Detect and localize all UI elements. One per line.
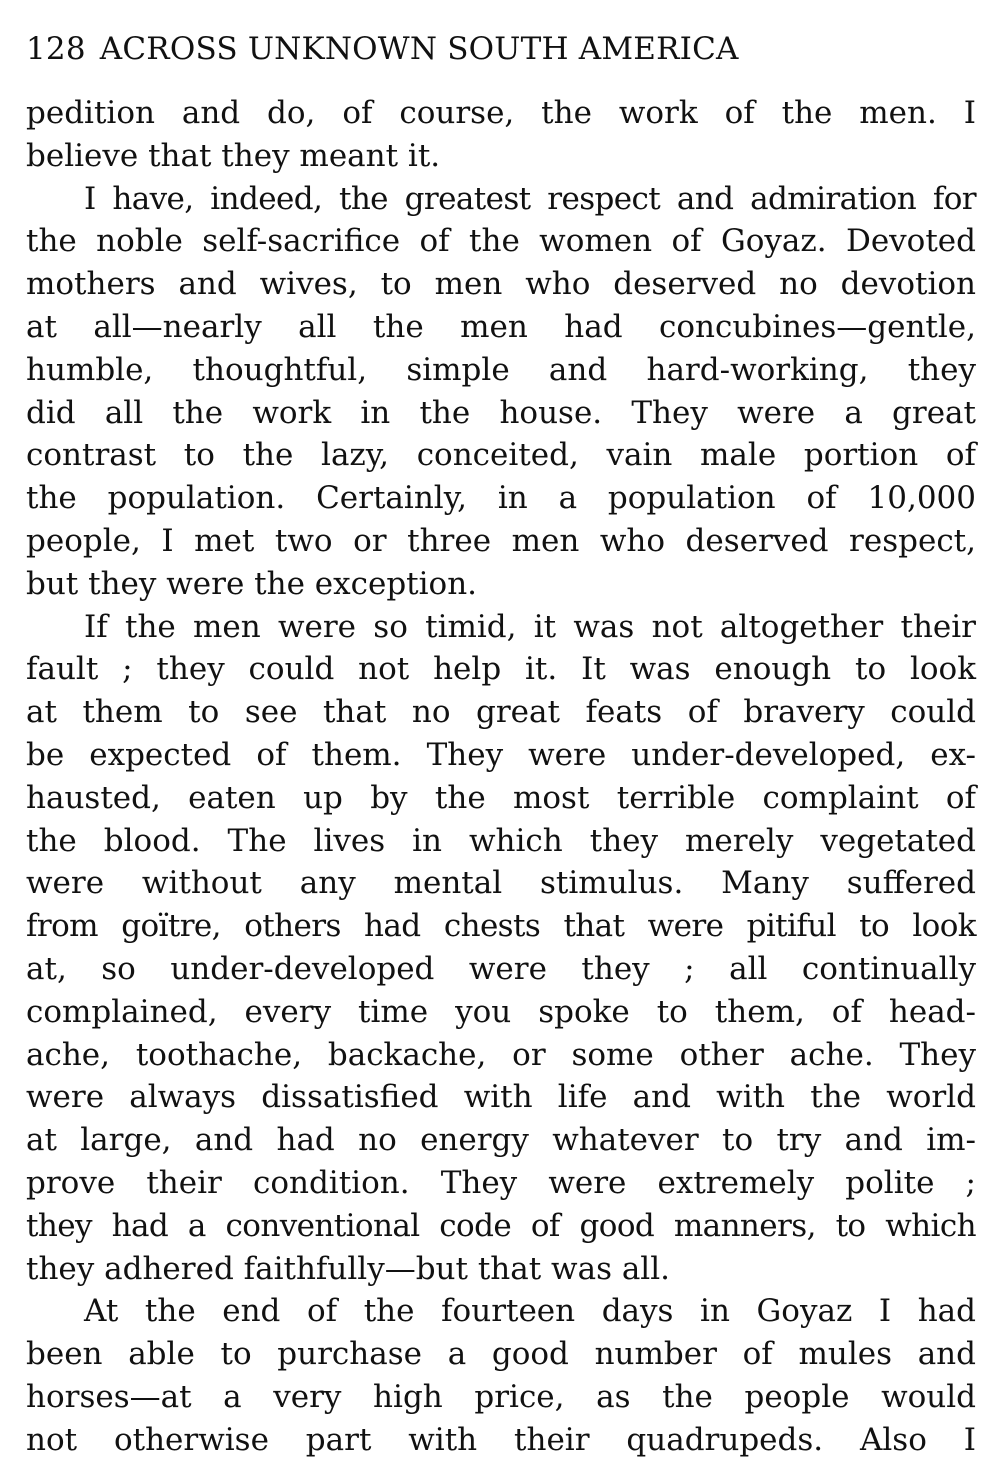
text-line: they adhered faithfully—but that was all. <box>26 1250 670 1287</box>
text-line: people, I met two or three men who deserved respect, <box>26 522 976 559</box>
text-line: the population. Certainly, in a population of 10,000 <box>26 480 976 517</box>
text-line: prove their condition. They were extremely polite ; <box>26 1164 976 1201</box>
text-line: contrast to the lazy, conceited, vain male portion of <box>26 437 976 474</box>
text-line: been able to purchase a good number of mules and <box>26 1336 976 1373</box>
text-line: believe that they meant it. <box>26 137 441 174</box>
text-line: did all the work in the house. They were a great <box>26 394 976 431</box>
text-line: I have, indeed, the greatest respect and admiration for <box>84 180 976 217</box>
text-line: humble, thoughtful, simple and hard-working, they <box>26 351 976 388</box>
page-number: 128 <box>26 31 86 67</box>
text-line: at, so under-developed were they ; all continually <box>26 950 976 987</box>
text-line: If the men were so timid, it was not altogether their <box>84 608 976 645</box>
text-line: at them to see that no great feats of bravery could <box>26 694 976 731</box>
text-line: complained, every time you spoke to them, of head- <box>26 993 976 1030</box>
text-line: the noble self-sacrifice of the women of Goyaz. Devoted <box>26 223 976 260</box>
text-line: but they were the exception. <box>26 565 478 602</box>
text-line: were always dissatisfied with life and with the world <box>26 1079 976 1116</box>
text-line: from goïtre, others had chests that were pitiful to look <box>26 908 976 945</box>
text-line: At the end of the fourteen days in Goyaz I had <box>84 1293 976 1330</box>
text-line: they had a conventional code of good manners, to which <box>26 1207 976 1244</box>
text-line: pedition and do, of course, the work of the men. I <box>26 95 976 131</box>
text-line: at all—nearly all the men had concubines—gentle, <box>26 308 976 345</box>
text-line: fault ; they could not help it. It was enough to look <box>26 651 976 688</box>
text-line: the blood. The lives in which they merely vegetated <box>26 822 976 859</box>
running-head <box>26 26 976 72</box>
text-line: mothers and wives, to men who deserved no devotion <box>26 266 976 303</box>
body-text <box>26 92 976 1462</box>
text-line: horses—at a very high price, as the people would <box>26 1378 976 1415</box>
text-line: hausted, eaten up by the most terrible complaint of <box>26 779 976 816</box>
text-line: were without any mental stimulus. Many suffered <box>26 865 976 902</box>
book-page <box>26 26 976 1462</box>
text-line: be expected of them. They were under-developed, ex- <box>26 736 976 773</box>
running-title: ACROSS UNKNOWN SOUTH AMERICA <box>99 31 739 67</box>
text-line: ache, toothache, backache, or some other ache. They <box>26 1036 976 1073</box>
text-line: not otherwise part with their quadrupeds. Also I <box>26 1421 976 1458</box>
text-line: at large, and had no energy whatever to try and im- <box>26 1122 976 1159</box>
